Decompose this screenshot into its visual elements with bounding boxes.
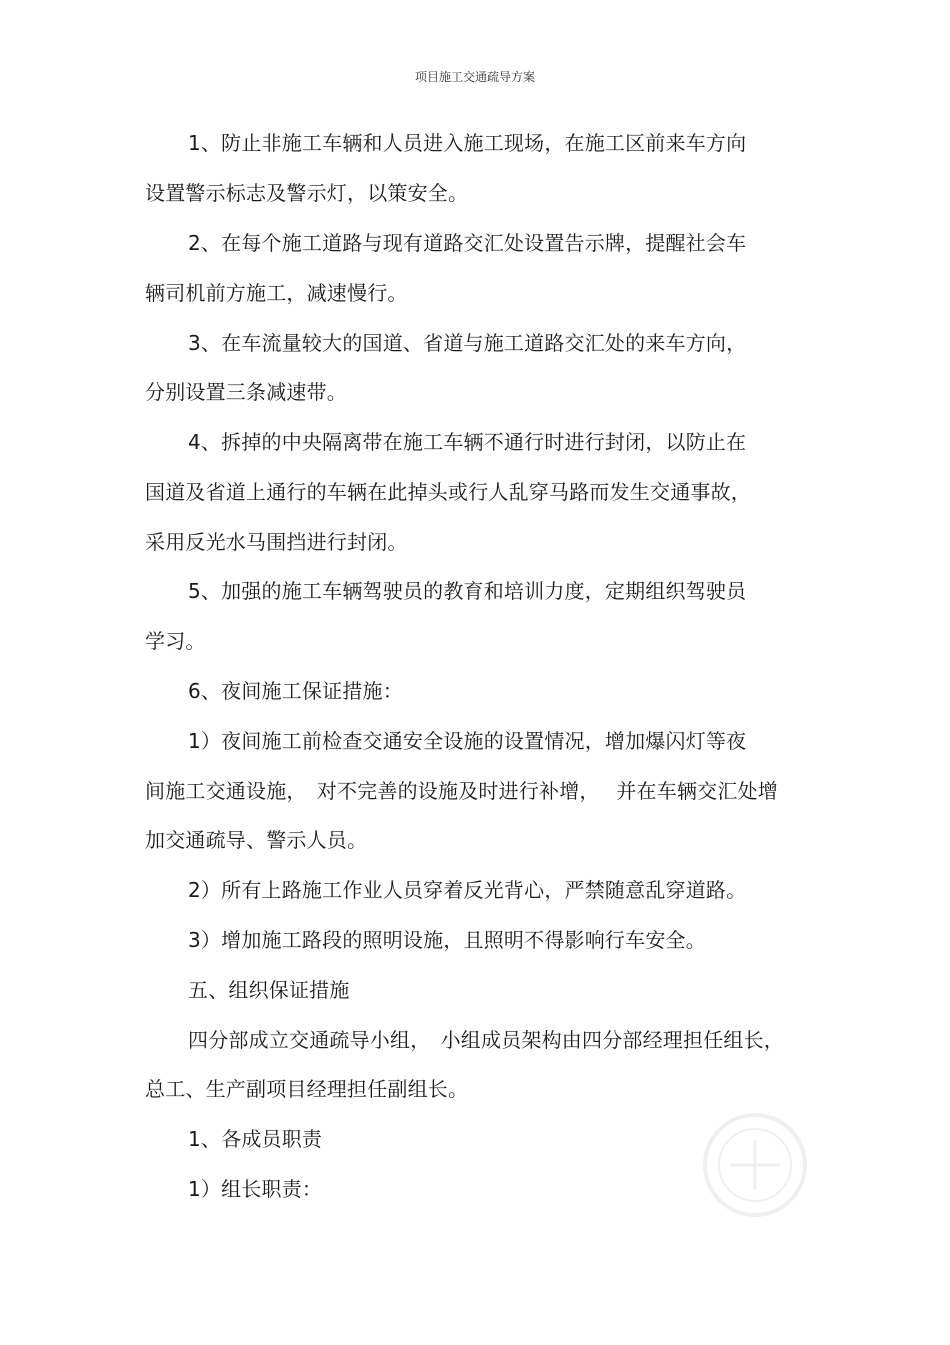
paragraph-line: 辆司机前方施工，减速慢行。	[145, 281, 408, 305]
subsection-heading: 1、各成员职责	[188, 1127, 323, 1151]
paragraph-line: 总工、生产副项目经理担任副组长。	[145, 1077, 469, 1101]
paragraph-line: 加交通疏导、警示人员。	[145, 828, 368, 852]
paragraph-line: 4、拆掉的中央隔离带在施工车辆不通行时进行封闭，以防止在	[188, 430, 747, 454]
paragraph-line: 采用反光水马围挡进行封闭。	[145, 530, 408, 554]
paragraph-line: 1）夜间施工前检查交通安全设施的设置情况，增加爆闪灯等夜	[188, 729, 747, 753]
section-heading: 五、组织保证措施	[188, 978, 350, 1002]
paragraph-line: 5、加强的施工车辆驾驶员的教育和培训力度，定期组织驾驶员	[188, 579, 747, 603]
section-heading: 6、夜间施工保证措施：	[188, 679, 403, 703]
paragraph-line: 四分部成立交通疏导小组， 小组成员架构由四分部经理担任组长，	[188, 1028, 784, 1052]
paragraph-line: 间施工交通设施， 对不完善的设施及时进行补增， 并在车辆交汇处增	[145, 779, 778, 803]
paragraph-line: 设置警示标志及警示灯，以策安全。	[145, 181, 469, 205]
paragraph-line: 3）增加施工路段的照明设施，且照明不得影响行车安全。	[188, 928, 706, 952]
paragraph-line: 国道及省道上通行的车辆在此掉头或行人乱穿马路而发生交通事故，	[145, 480, 751, 504]
watermark-icon	[700, 1110, 810, 1220]
paragraph-line: 2）所有上路施工作业人员穿着反光背心，严禁随意乱穿道路。	[188, 878, 747, 902]
paragraph-line: 3、在车流量较大的国道、省道与施工道路交汇处的来车方向，	[188, 331, 747, 355]
paragraph-line: 2、在每个施工道路与现有道路交汇处设置告示牌，提醒社会车	[188, 231, 747, 255]
paragraph-line: 学习。	[145, 629, 206, 653]
subsection-heading: 1）组长职责：	[188, 1177, 323, 1201]
paragraph-line: 1、防止非施工车辆和人员进入施工现场，在施工区前来车方向	[188, 131, 747, 155]
paragraph-line: 分别设置三条减速带。	[145, 380, 347, 404]
page-header: 项目施工交通疏导方案	[414, 70, 535, 84]
